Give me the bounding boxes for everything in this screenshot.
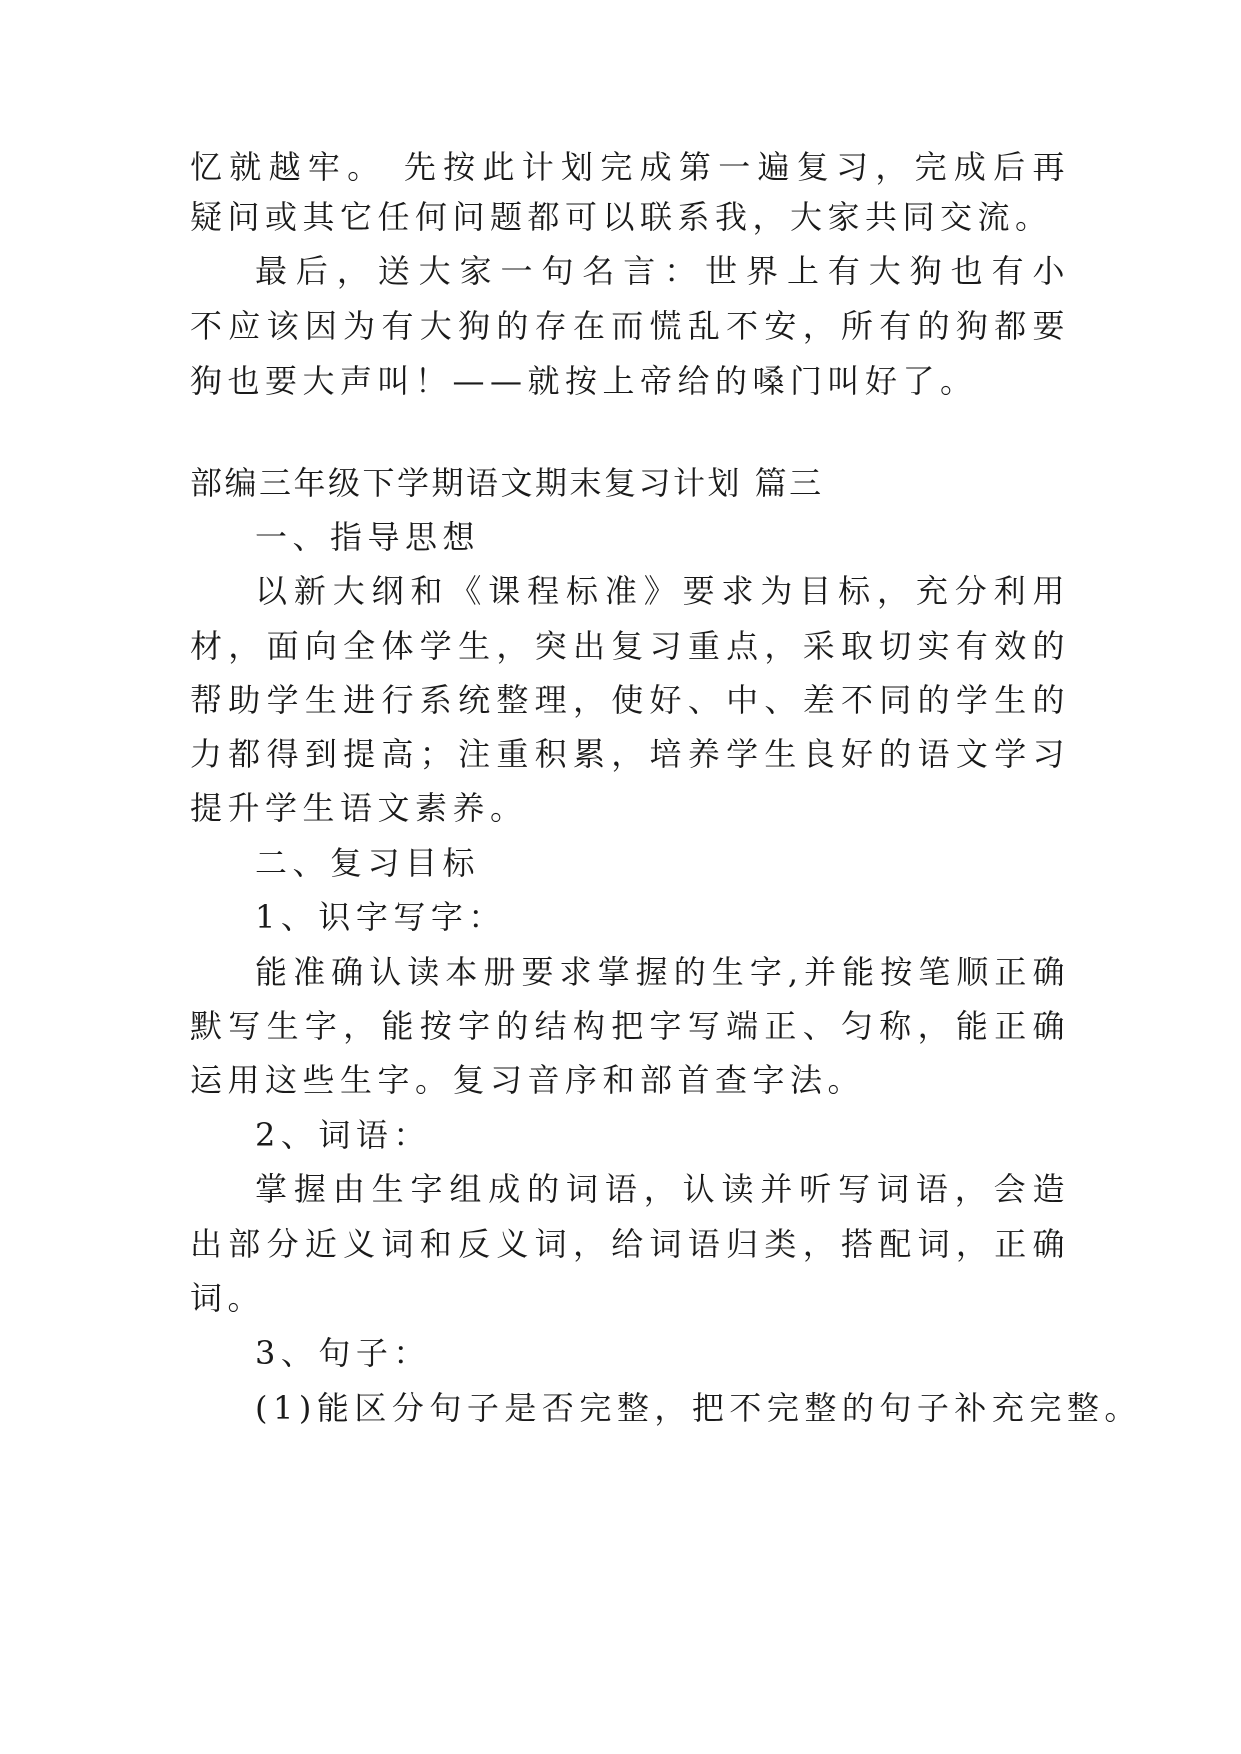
- paragraph-line: 词。: [190, 1279, 266, 1317]
- item-title-sentences: 3、句子：: [255, 1334, 431, 1372]
- paragraph-line: 不应该因为有大狗的存在而慌乱不安，所有的狗都要: [190, 307, 1070, 345]
- paragraph-line: 忆就越牢。 先按此计划完成第一遍复习，完成后再: [190, 148, 1070, 186]
- paragraph-line: 狗也要大声叫！——就按上帝给的嗓门叫好了。: [190, 362, 978, 400]
- paragraph-line: 最后，送大家一句名言：世界上有大狗也有小: [255, 252, 1070, 290]
- paragraph-line: 以新大纲和《课程标准》要求为目标，充分利用: [255, 572, 1070, 610]
- heading-guiding-thought: 一、指导思想: [255, 518, 481, 556]
- paragraph-line: 材，面向全体学生，突出复习重点，采取切实有效的: [190, 627, 1070, 665]
- paragraph-line: 掌握由生字组成的词语，认读并听写词语，会造: [255, 1170, 1070, 1208]
- heading-review-goals: 二、复习目标: [255, 844, 481, 882]
- sub-item-line: (1)能区分句子是否完整，把不完整的句子补充完整。: [255, 1389, 1142, 1427]
- paragraph-line: 帮助学生进行系统整理，使好、中、差不同的学生的: [190, 681, 1070, 719]
- paragraph-line: 运用这些生字。复习音序和部首查字法。: [190, 1061, 866, 1099]
- paragraph-line: 提升学生语文素养。: [190, 789, 528, 827]
- paragraph-line: 力都得到提高；注重积累，培养学生良好的语文学习: [190, 735, 1070, 773]
- section-title: 部编三年级下学期语文期末复习计划 篇三: [190, 464, 824, 502]
- item-title-words: 2、词语：: [255, 1116, 431, 1154]
- paragraph-line: 出部分近义词和反义词，给词语归类，搭配词，正确: [190, 1225, 1070, 1263]
- paragraph-line: 能准确认读本册要求掌握的生字,并能按笔顺正确: [255, 953, 1070, 991]
- paragraph-line: 默写生字，能按字的结构把字写端正、匀称，能正确: [190, 1007, 1070, 1045]
- item-title-literacy: 1、识字写字：: [255, 898, 506, 936]
- paragraph-line: 疑问或其它任何问题都可以联系我，大家共同交流。: [190, 198, 1053, 236]
